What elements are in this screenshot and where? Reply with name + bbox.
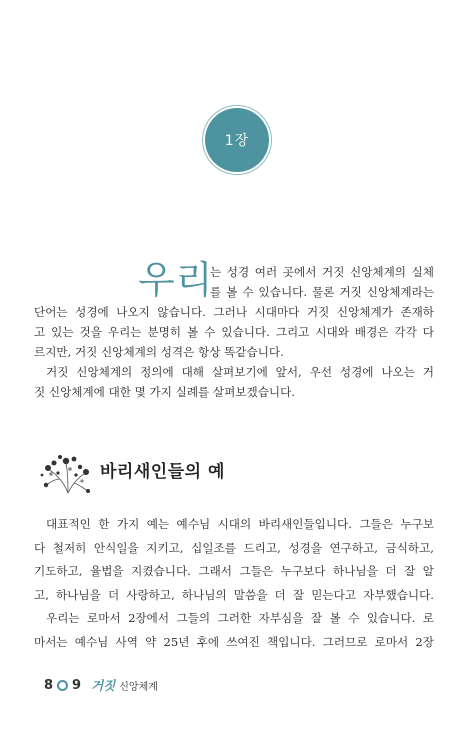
dropcap: 우리 <box>138 258 214 302</box>
page-dot-icon <box>57 680 68 691</box>
intro-text <box>34 258 434 402</box>
intro-first-line-1: 는 성경 여러 곳에서 거짓 신앙체계의 실체 <box>210 265 434 279</box>
intro-para1-line-1: 단어는 성경에 나오지 않습니다. 그러나 시대마다 거짓 신앙체계가 존재하 <box>34 305 434 319</box>
intro-para1-line-3: 르지만, 거짓 신앙체계의 성격은 항상 똑같습니다. <box>34 345 284 359</box>
chapter-label: 1장 <box>224 133 250 149</box>
section-title: 바리새인들의 예 <box>100 462 225 482</box>
section-para1-line-1: 대표적인 한 가지 예는 예수님 시대의 바리새인들입니다. 그들은 누구보 <box>46 517 434 531</box>
flower-sprig-icon <box>38 447 94 497</box>
section-heading <box>38 447 338 495</box>
page-number-left: 8 <box>44 677 54 693</box>
section-para1-line-4: 고, 하나님을 더 사랑하고, 하나님의 말씀을 더 잘 믿는다고 자부했습니다. <box>34 587 434 602</box>
section-para2-line-1: 우리는 로마서 2장에서 그들의 그러한 자부심을 잘 볼 수 있습니다. 로 <box>46 611 434 625</box>
intro-para1-line-2: 고 있는 것을 우리는 분명히 볼 수 있습니다. 그리고 시대와 배경은 각각 다 <box>34 325 434 339</box>
chapter-badge <box>205 108 269 172</box>
intro-first-line-2: 를 볼 수 있습니다. 물론 거짓 신앙체계라는 <box>210 285 434 299</box>
footer-book-subtitle: 신앙체계 <box>119 681 158 693</box>
intro-para2-line-2: 짓 신앙체계에 대한 몇 가지 실례를 살펴보겠습니다. <box>34 385 295 399</box>
section-body <box>34 513 434 654</box>
page-number-right: 9 <box>72 677 82 693</box>
intro-first-block <box>34 258 434 302</box>
intro-para2-line-1: 거짓 신앙체계의 정의에 대해 살펴보기에 앞서, 우선 성경에 나오는 거 <box>46 365 434 379</box>
page-footer <box>44 675 158 695</box>
section-para1-line-3: 기도하고, 율법을 지켰습니다. 그래서 그들은 누구보다 하나님을 더 잘 알 <box>34 564 434 578</box>
footer-book-title: 거짓 <box>91 678 116 693</box>
section-para2-line-2: 마서는 예수님 사역 약 25년 후에 쓰여진 책입니다. 그러므로 로마서 2장 <box>34 634 434 649</box>
section-para1-line-2: 다 철저히 안식일을 지키고, 십일조를 드리고, 성경을 연구하고, 금식하고, <box>34 540 434 555</box>
